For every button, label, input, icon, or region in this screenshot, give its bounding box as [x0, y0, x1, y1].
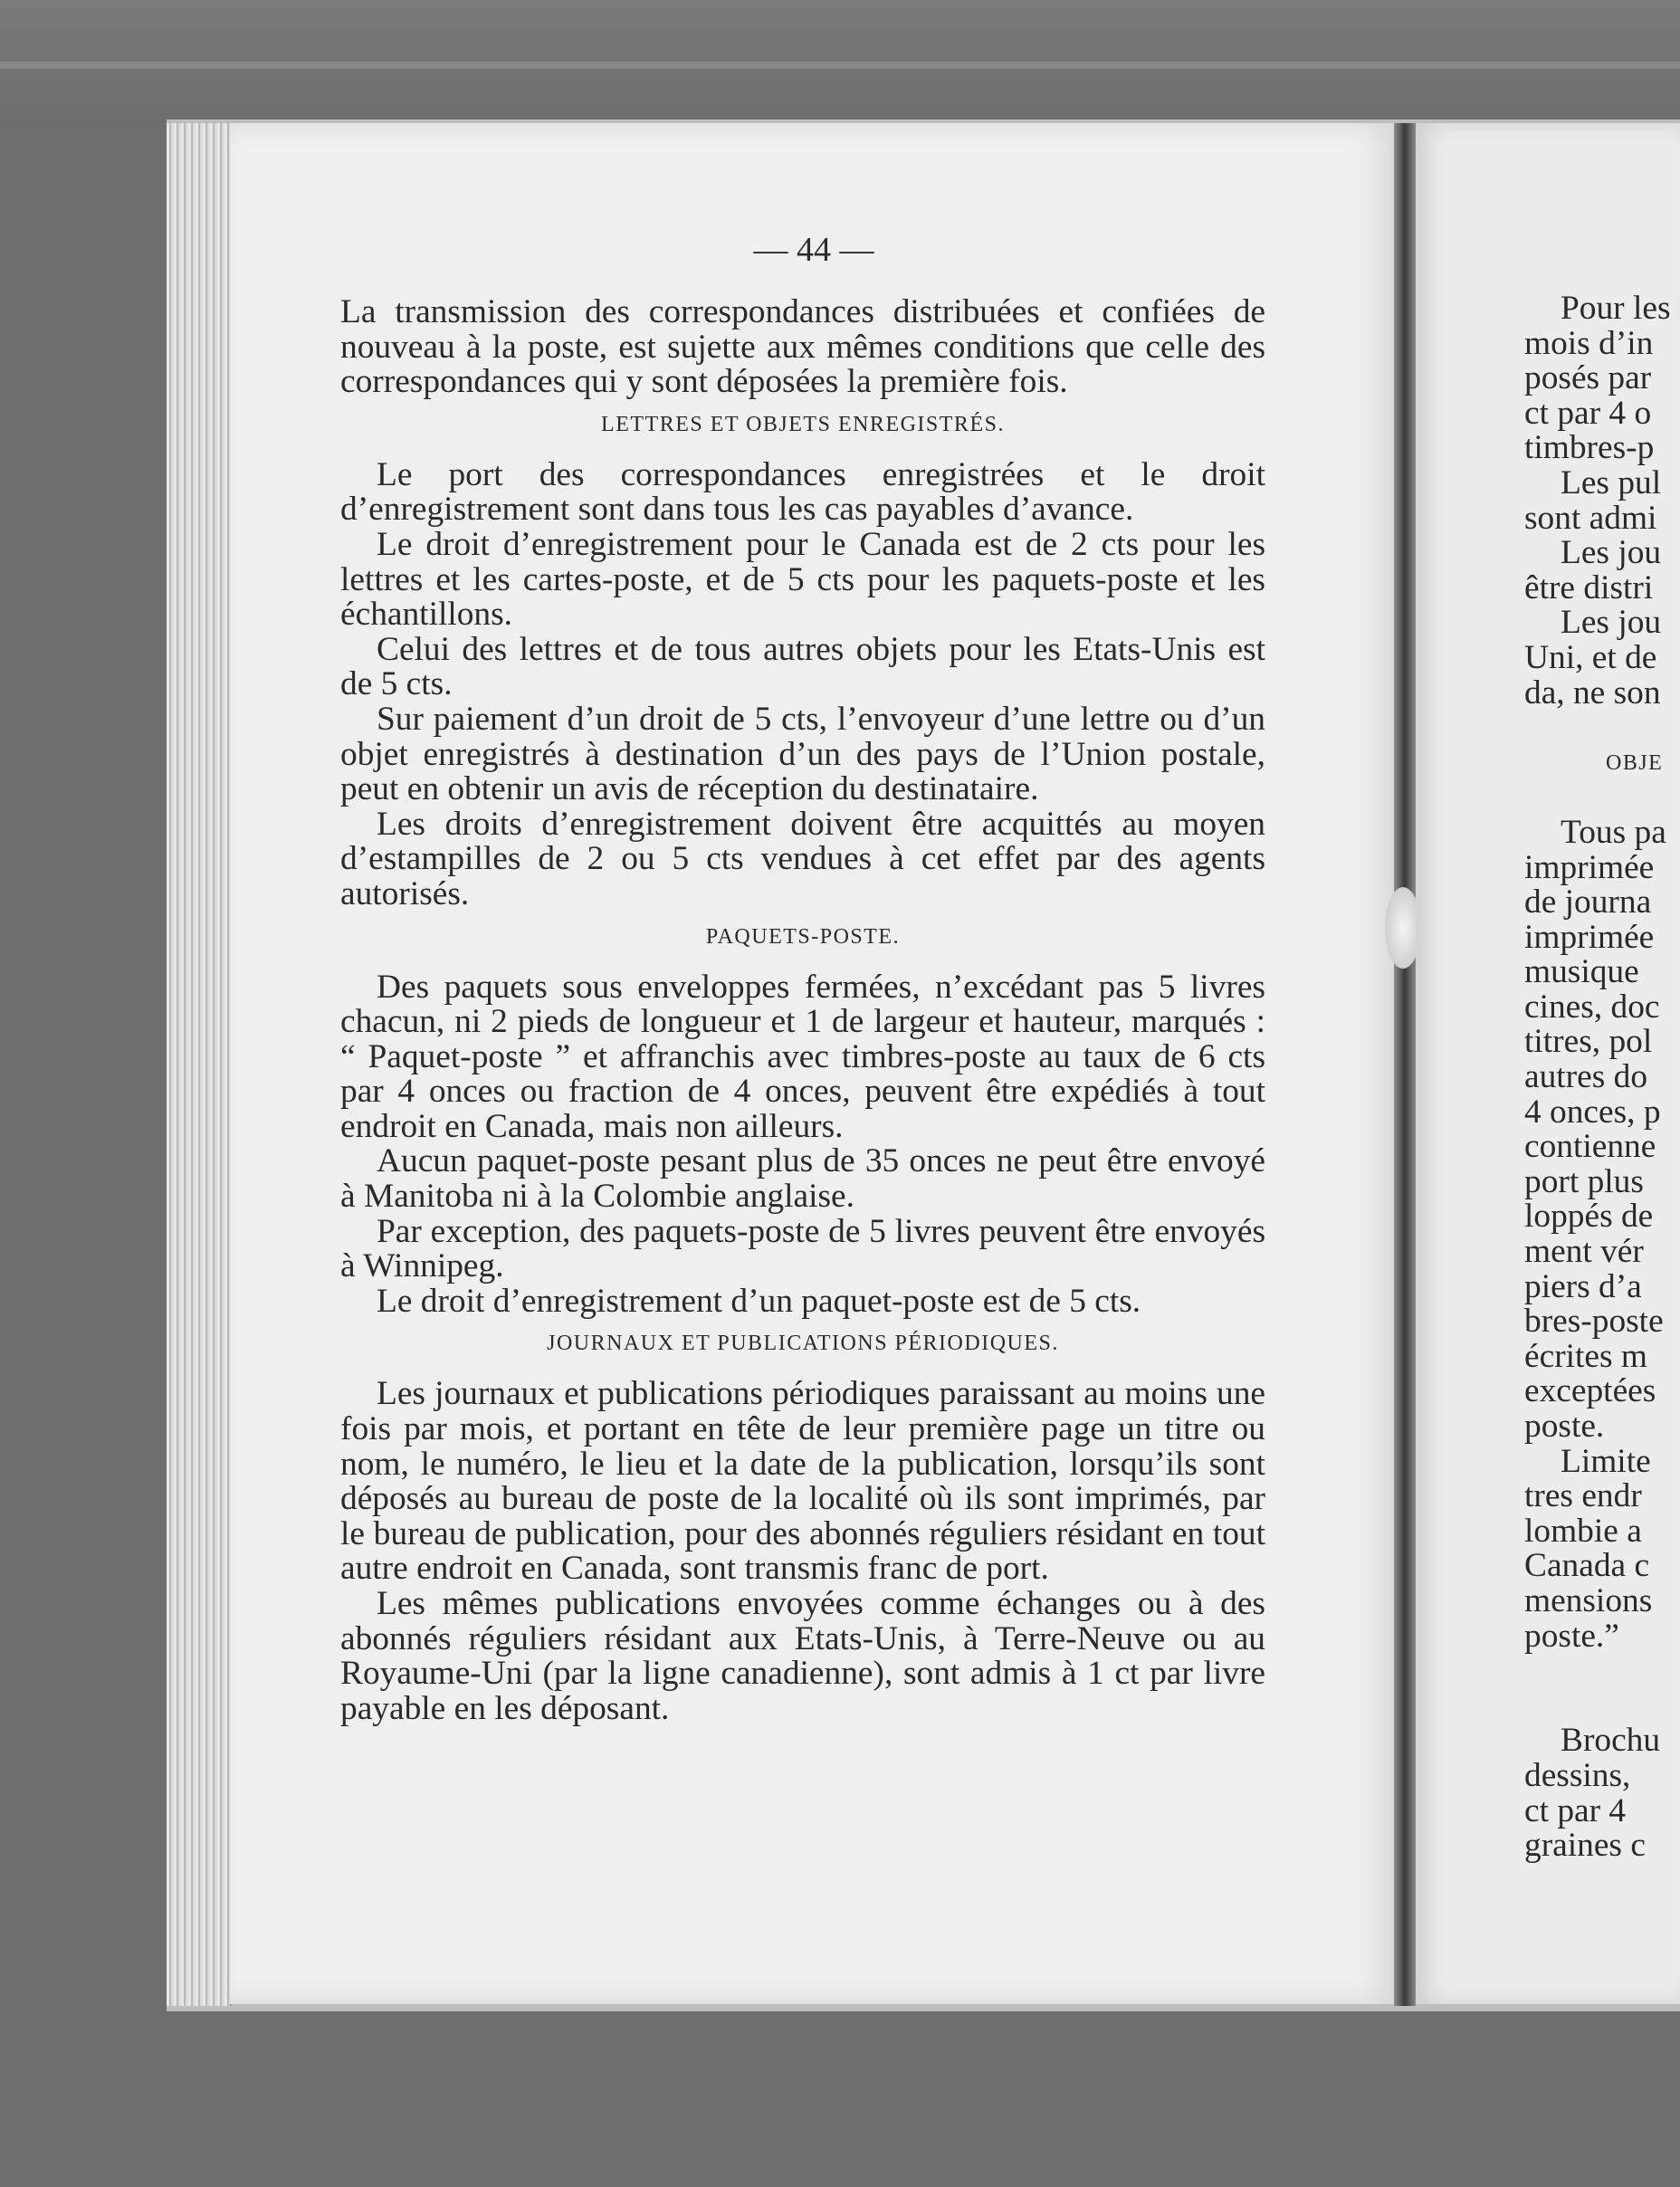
- right-page-line: Brochu: [1561, 1722, 1661, 1760]
- right-page-line: mensions: [1524, 1581, 1653, 1619]
- right-page-line: loppés de: [1524, 1198, 1654, 1236]
- paragraph: Les journaux et publications périodiques paraissant au moins une fois par mois, et portant en tête de leur première page un titre ou nom, le numéro, le lieu et la date de la publication, lorsqu’ils sont déposés au bureau de poste de la localité où ils sont imprimés, par le bureau de publication, pour des abonnés réguliers résidant en tout autre endroit en Canada, sont transmis franc de port.: [340, 1375, 1265, 1588]
- scan-background-top: [0, 0, 1680, 118]
- right-page-line: dessins,: [1524, 1756, 1631, 1794]
- section-heading: PAQUETS-POSTE.: [705, 924, 901, 949]
- page-edges: [167, 123, 232, 2006]
- right-page-line: Les jou: [1561, 534, 1662, 572]
- right-page-line: être distri: [1524, 568, 1654, 606]
- right-page-line: autres do: [1524, 1058, 1648, 1096]
- right-page-line: posés par: [1524, 359, 1652, 397]
- right-page-line: Les pul: [1561, 463, 1662, 501]
- right-page-line: Canada c: [1524, 1547, 1650, 1585]
- right-page-line: poste.”: [1524, 1617, 1619, 1655]
- right-page-line: timbres-p: [1524, 429, 1655, 467]
- right-page-line: contienne: [1524, 1128, 1656, 1166]
- right-page-line: ct par 4 o: [1524, 394, 1652, 432]
- right-page-line: Limite: [1561, 1442, 1651, 1480]
- paragraph: Celui des lettres et de tous autres objets pour les Etats-Unis est de 5 cts.: [340, 630, 1265, 703]
- right-page-line: piers d’a: [1524, 1267, 1642, 1305]
- right-page-line: graines c: [1524, 1827, 1646, 1865]
- paragraph: Des paquets sous enveloppes fermées, n’excédant pas 5 livres chacun, ni 2 pieds de longueur et 1 de largeur et hauteur, marqués : “ Paquet-poste ” et affranchis avec timbres-poste au taux de 6 cts par 4 onces ou fraction de 4 onces, peuvent être expédiés à tout endroit en Canada, mais non ailleurs.: [340, 968, 1265, 1145]
- left-page-text: [340, 295, 1265, 1726]
- right-page-line: de journa: [1524, 883, 1652, 922]
- paragraph: Les mêmes publications envoyées comme échanges ou à des abonnés réguliers résidant aux Etats-Unis, à Terre-Neuve ou au Royaume-Uni (par la ligne canadienne), sont admis à 1 ct par livre payable en les déposant.: [340, 1585, 1265, 1727]
- right-page-line: 4 onces, p: [1524, 1093, 1661, 1131]
- right-page-line: lombie a: [1524, 1512, 1642, 1550]
- right-page-line: Tous pa: [1561, 813, 1666, 851]
- right-page-line: [1524, 1654, 1680, 1689]
- right-page-line: Uni, et de: [1524, 638, 1657, 676]
- right-page-line: port plus: [1524, 1162, 1644, 1200]
- section-heading: JOURNAUX ET PUBLICATIONS PÉRIODIQUES.: [547, 1332, 1059, 1356]
- right-page-line: bres-poste: [1524, 1303, 1664, 1341]
- right-page-line: [1524, 1689, 1680, 1724]
- right-page-text: [1524, 291, 1680, 1864]
- right-page-line: écrites m: [1524, 1337, 1647, 1375]
- right-page-line: [1524, 711, 1680, 746]
- right-page-line: mois d’in: [1524, 324, 1654, 362]
- right-page-line: sont admi: [1524, 499, 1657, 537]
- paragraph: Le port des correspondances enregistrées et le droit d’enregistrement sont dans tous les cas payables d’avance.: [340, 455, 1265, 529]
- paragraph: Aucun paquet-poste pesant plus de 35 onces ne peut être envoyé à Manitoba ni à la Colombie anglaise.: [340, 1142, 1265, 1216]
- paragraph: Le droit d’enregistrement pour le Canada est de 2 cts pour les lettres et les cartes-poste, et de 5 cts pour les paquets-poste et les échantillons.: [340, 525, 1265, 634]
- right-page-line: [1524, 780, 1680, 816]
- paragraph: Le droit d’enregistrement d’un paquet-poste est de 5 cts.: [377, 1282, 1141, 1320]
- paragraph: Sur paiement d’un droit de 5 cts, l’envoyeur d’une lettre ou d’un objet enregistrés à destination d’un des pays de l’Union postale, peut en obtenir un avis de réception du destinataire.: [340, 700, 1265, 808]
- right-page-line: ment vér: [1524, 1233, 1644, 1271]
- right-page-line: ct par 4: [1524, 1791, 1627, 1829]
- right-page-line: cines, doc: [1524, 988, 1660, 1026]
- scanner-edge: [0, 62, 1680, 69]
- left-page: [230, 123, 1398, 2004]
- right-page-line: poste.: [1524, 1408, 1605, 1445]
- paragraph: Les droits d’enregistrement doivent être acquittés au moyen d’estampilles de 2 ou 5 cts vendues à cet effet par des agents autorisés.: [340, 805, 1265, 912]
- right-page-line: imprimée: [1524, 918, 1655, 956]
- right-page-line: Les jou: [1561, 604, 1662, 642]
- right-page: [1416, 123, 1680, 2004]
- right-page-line: da, ne son: [1524, 673, 1661, 711]
- right-page-line: titres, pol: [1524, 1023, 1653, 1061]
- section-heading: LETTRES ET OBJETS ENREGISTRÉS.: [601, 412, 1005, 436]
- book-gutter: [1394, 123, 1416, 2006]
- right-page-line: imprimée: [1524, 848, 1655, 886]
- right-page-line: musique: [1524, 953, 1639, 991]
- right-page-line: exceptées: [1524, 1372, 1656, 1410]
- paragraph: La transmission des correspondances distribuées et confiées de nouveau à la poste, est sujette aux mêmes conditions que celle des correspondances qui y sont déposées la première fois.: [340, 293, 1265, 401]
- right-page-line: OBJE: [1606, 750, 1664, 775]
- page-number: — 44 —: [753, 231, 874, 269]
- right-page-line: tres endr: [1524, 1477, 1642, 1515]
- right-page-line: Pour les: [1561, 290, 1671, 327]
- paragraph: Par exception, des paquets-poste de 5 livres peuvent être envoyés à Winnipeg.: [340, 1212, 1265, 1285]
